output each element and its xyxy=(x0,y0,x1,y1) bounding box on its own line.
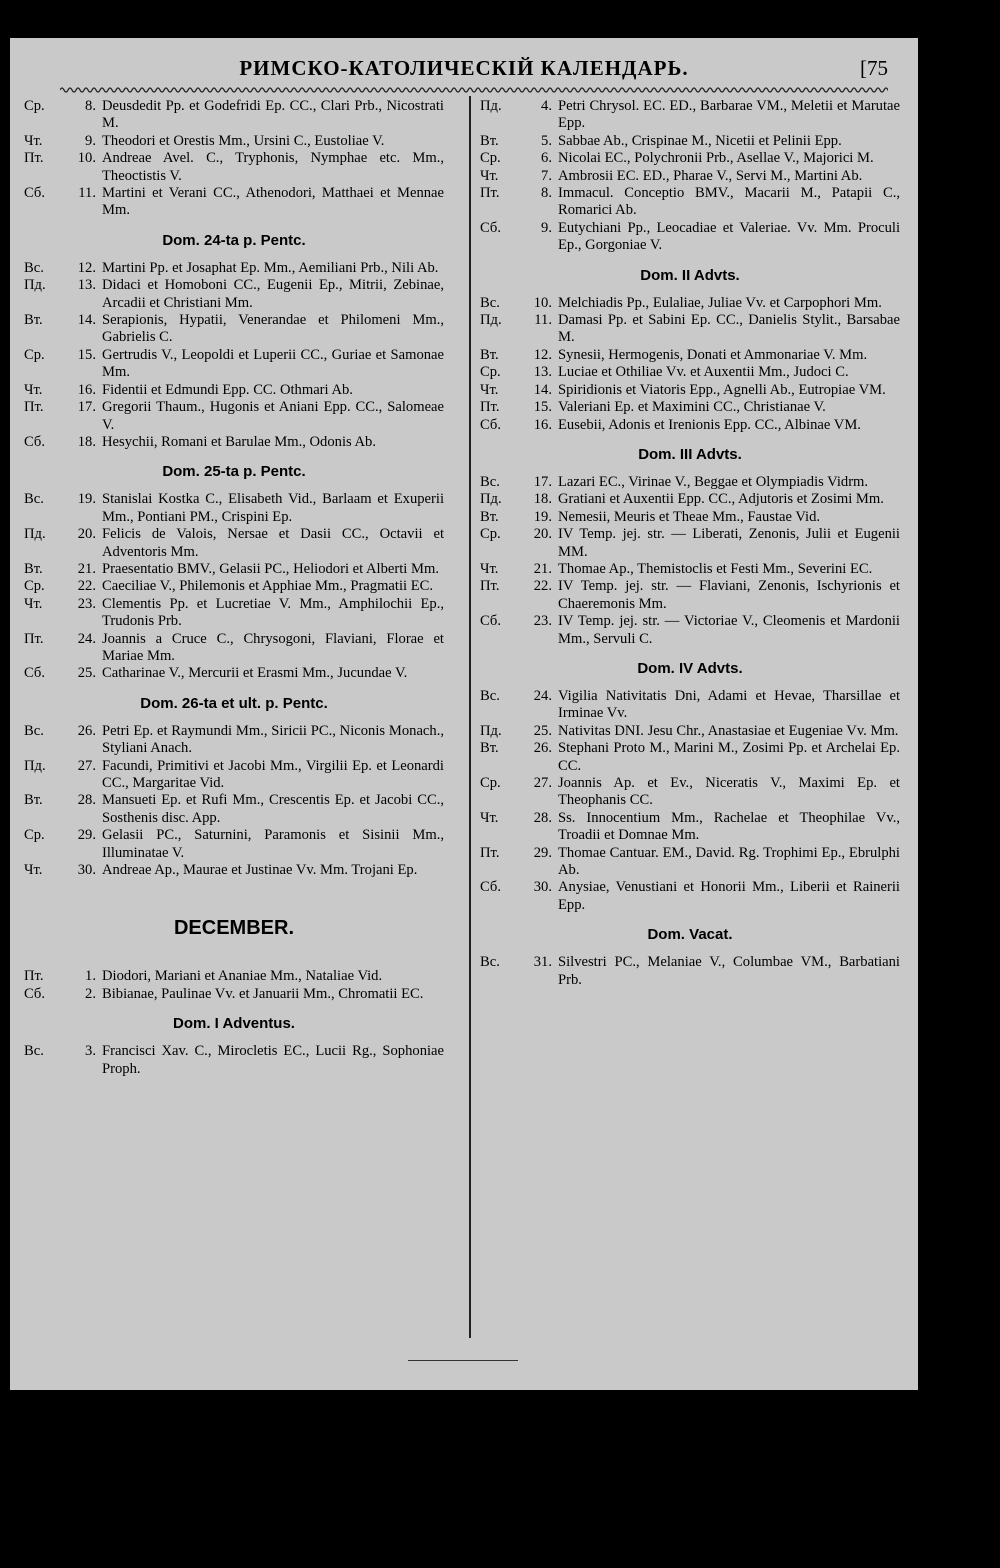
weekday-label: Вс. xyxy=(480,294,500,311)
day-number: 7. xyxy=(541,167,552,184)
weekday-label: Чт. xyxy=(480,809,499,826)
calendar-entry xyxy=(480,688,900,723)
calendar-page xyxy=(10,38,918,1390)
saints-text: Didaci et Homoboni CC., Eugenii Ep., Mitrii, Zebinae, Arcadii et Christiani Mm. xyxy=(102,277,444,311)
saints-text: Nativitas DNI. Jesu Chr., Anastasiae et Eugeniae Vv. Mm. xyxy=(558,722,899,739)
day-number: 10. xyxy=(533,294,552,311)
weekday-label: Сб. xyxy=(480,416,501,433)
saints-text: Bibianae, Paulinae Vv. et Januarii Mm., Chromatii EC. xyxy=(102,985,424,1002)
day-number: 2. xyxy=(85,985,96,1002)
calendar-entry xyxy=(24,133,444,150)
saints-text: IV Temp. jej. str. — Liberati, Zenonis, Julii et Eugenii MM. xyxy=(558,526,900,560)
weekday-label: Пд. xyxy=(24,277,46,294)
saints-text: Sabbae Ab., Crispinae M., Nicetii et Pelinii Epp. xyxy=(558,132,842,149)
day-number: 18. xyxy=(77,433,96,450)
weekday-label: Чт. xyxy=(480,560,499,577)
day-number: 23. xyxy=(77,595,96,612)
sunday-heading: Dom. 24-ta p. Pentc. xyxy=(162,231,306,249)
calendar-entry xyxy=(24,827,444,862)
weekday-label: Пт. xyxy=(24,150,44,167)
calendar-entry xyxy=(480,295,900,312)
day-number: 22. xyxy=(533,578,552,595)
weekday-label: Пт. xyxy=(24,630,44,647)
right-column xyxy=(480,98,900,989)
weekday-label: Вс. xyxy=(480,687,500,704)
weekday-label: Вт. xyxy=(24,560,43,577)
day-number: 8. xyxy=(541,185,552,202)
saints-text: Luciae et Othiliae Vv. et Auxentii Mm., Judoci C. xyxy=(558,364,849,381)
calendar-entry xyxy=(24,150,444,185)
saints-text: IV Temp. jej. str. — Flaviani, Zenonis, Ischyrionis et Chaeremonis Mm. xyxy=(558,578,900,612)
weekday-label: Вс. xyxy=(24,259,44,276)
day-number: 26. xyxy=(533,740,552,757)
calendar-entry xyxy=(480,954,900,989)
saints-text: Theodori et Orestis Mm., Ursini C., Eustoliae V. xyxy=(102,132,385,149)
saints-text: Fidentii et Edmundi Epp. CC. Othmari Ab. xyxy=(102,381,353,398)
day-number: 11. xyxy=(534,312,552,329)
day-number: 27. xyxy=(533,775,552,791)
saints-text: Felicis de Valois, Nersae et Dasii CC., Octavii et Adventoris Mm. xyxy=(102,526,444,560)
weekday-label: Вс. xyxy=(480,473,500,490)
day-number: 5. xyxy=(541,132,552,149)
weekday-label: Ср. xyxy=(480,775,501,791)
calendar-entry xyxy=(480,474,900,491)
weekday-label: Ср. xyxy=(480,150,501,167)
weekday-label: Пд. xyxy=(480,98,502,114)
calendar-entry xyxy=(24,277,444,312)
month-heading: DECEMBER. xyxy=(173,917,294,940)
saints-text: Vigilia Nativitatis Dni, Adami et Hevae, Tharsillae et Irminae Vv. xyxy=(558,687,900,722)
bottom-rule xyxy=(408,1360,518,1361)
day-number: 30. xyxy=(533,879,552,896)
page-header xyxy=(10,56,918,86)
weekday-label: Чт. xyxy=(24,595,43,612)
weekday-label: Вт. xyxy=(480,346,499,363)
saints-text: Gelasii PC., Saturnini, Paramonis et Sisinii Mm., Illuminatae V. xyxy=(102,827,444,861)
saints-text: Petri Ep. et Raymundi Mm., Siricii PC., Niconis Monach., Styliani Anach. xyxy=(102,722,444,757)
calendar-entry xyxy=(480,98,900,133)
weekday-label: Пт. xyxy=(480,578,500,595)
calendar-entry xyxy=(24,1043,444,1078)
day-number: 18. xyxy=(533,491,552,508)
weekday-label: Вс. xyxy=(24,491,44,508)
calendar-entry xyxy=(480,879,900,914)
calendar-entry xyxy=(480,775,900,810)
weekday-label: Вс. xyxy=(480,954,500,971)
weekday-label: Пт. xyxy=(24,968,44,985)
day-number: 21. xyxy=(77,560,96,577)
saints-text: Catharinae V., Mercurii et Erasmi Mm., Jucundae V. xyxy=(102,665,408,682)
saints-text: Immacul. Conceptio BMV., Macarii M., Patapii C., Romarici Ab. xyxy=(558,185,900,219)
weekday-label: Ср. xyxy=(24,578,45,595)
saints-text: Caeciliae V., Philemonis et Apphiae Mm., Pragmatii EC. xyxy=(102,578,434,595)
day-number: 30. xyxy=(77,862,96,879)
day-number: 14. xyxy=(77,312,96,329)
calendar-entry xyxy=(480,382,900,399)
saints-text: Facundi, Primitivi et Jacobi Mm., Virgilii Ep. et Leonardi CC., Margaritae Vid. xyxy=(102,757,444,791)
weekday-label: Пд. xyxy=(480,312,502,329)
weekday-label: Ср. xyxy=(24,827,45,844)
weekday-label: Ср. xyxy=(24,346,45,363)
weekday-label: Пт. xyxy=(24,399,44,416)
saints-text: Praesentatio BMV., Gelasii PC., Heliodori et Alberti Mm. xyxy=(102,560,439,577)
day-number: 21. xyxy=(533,560,552,577)
saints-text: Francisci Xav. C., Mirocletis EC., Lucii Rg., Sophoniae Proph. xyxy=(102,1043,444,1077)
day-number: 1. xyxy=(85,968,96,985)
day-number: 29. xyxy=(533,844,552,861)
calendar-entry xyxy=(480,220,900,255)
saints-text: Martini et Verani CC., Athenodori, Matthaei et Mennae Mm. xyxy=(102,185,444,219)
saints-text: Joannis a Cruce C., Chrysogoni, Flaviani, Florae et Mariae Mm. xyxy=(102,630,444,664)
calendar-entry xyxy=(480,613,900,648)
day-number: 19. xyxy=(77,491,96,508)
calendar-entry xyxy=(480,133,900,150)
calendar-entry xyxy=(24,526,444,561)
day-number: 9. xyxy=(541,219,552,236)
day-number: 6. xyxy=(541,150,552,167)
saints-text: Ss. Innocentium Mm., Rachelae et Theophilae Vv., Troadii et Domnae Mm. xyxy=(558,809,900,844)
saints-text: Joannis Ap. et Ev., Niceratis V., Maximi Ep. et Theophanis CC. xyxy=(558,775,900,809)
saints-text: Diodori, Mariani et Ananiae Mm., Nataliae Vid. xyxy=(102,968,383,985)
saints-text: Damasi Pp. et Sabini Ep. CC., Danielis Stylit., Barsabae M. xyxy=(558,312,900,346)
calendar-entry xyxy=(24,399,444,434)
weekday-label: Сб. xyxy=(480,613,501,630)
saints-text: Hesychii, Romani et Barulae Mm., Odonis Ab. xyxy=(102,433,377,450)
saints-text: Ambrosii EC. ED., Pharae V., Servi M., Martini Ab. xyxy=(558,167,863,184)
calendar-entry xyxy=(24,561,444,578)
calendar-entry xyxy=(480,740,900,775)
saints-text: Andreae Ap., Maurae et Justinae Vv. Mm. Trojani Ep. xyxy=(102,862,418,879)
calendar-entry xyxy=(480,526,900,561)
calendar-entry xyxy=(480,364,900,381)
saints-text: Valeriani Ep. et Maximini CC., Christianae V. xyxy=(558,399,826,416)
saints-text: Serapionis, Hypatii, Venerandae et Philomeni Mm., Gabrielis C. xyxy=(102,312,444,346)
weekday-label: Вс. xyxy=(24,1043,44,1060)
weekday-label: Вт. xyxy=(24,792,43,809)
day-number: 13. xyxy=(533,364,552,381)
calendar-entry xyxy=(24,578,444,595)
weekday-label: Вт. xyxy=(480,508,499,525)
weekday-label: Пт. xyxy=(480,185,500,202)
saints-text: Deusdedit Pp. et Godefridi Ep. CC., Clari Prb., Nicostrati M. xyxy=(102,98,444,132)
saints-text: Gregorii Thaum., Hugonis et Aniani Epp. CC., Salomeae V. xyxy=(102,399,444,433)
calendar-entry xyxy=(24,862,444,879)
weekday-label: Пд. xyxy=(24,757,46,774)
weekday-label: Сб. xyxy=(480,879,501,896)
day-number: 25. xyxy=(533,722,552,739)
day-number: 11. xyxy=(78,185,96,202)
saints-text: Synesii, Hermogenis, Donati et Ammonariae V. Mm. xyxy=(558,346,868,363)
saints-text: Nicolai EC., Polychronii Prb., Asellae V., Majorici M. xyxy=(558,150,874,167)
calendar-entry xyxy=(24,312,444,347)
calendar-entry xyxy=(480,185,900,220)
calendar-entry xyxy=(24,260,444,277)
calendar-entry xyxy=(480,509,900,526)
weekday-label: Сб. xyxy=(24,665,45,682)
weekday-label: Пд. xyxy=(480,722,502,739)
left-column xyxy=(24,98,444,1078)
day-number: 17. xyxy=(533,473,552,490)
weekday-label: Пт. xyxy=(480,399,500,416)
sunday-heading: Dom. Vacat. xyxy=(647,926,733,944)
page-title: РИМСКО-КАТОЛИЧЕСКIЙ КАЛЕНДАРЬ. xyxy=(239,56,689,80)
column-divider xyxy=(469,96,471,1338)
day-number: 25. xyxy=(77,665,96,682)
saints-text: Stanislai Kostka C., Elisabeth Vid., Barlaam et Exuperii Mm., Pontiani PM., Crispini Ep. xyxy=(102,491,444,525)
day-number: 16. xyxy=(77,381,96,398)
calendar-entry xyxy=(480,561,900,578)
day-number: 26. xyxy=(77,722,96,739)
day-number: 12. xyxy=(533,346,552,363)
weekday-label: Сб. xyxy=(24,185,45,202)
saints-text: Andreae Avel. C., Tryphonis, Nymphae etc. Mm., Theoctistis V. xyxy=(102,150,444,184)
day-number: 4. xyxy=(541,98,552,114)
calendar-entry xyxy=(24,98,444,133)
calendar-entry xyxy=(24,758,444,793)
day-number: 17. xyxy=(77,399,96,416)
saints-text: Nemesii, Meuris et Theae Mm., Faustae Vid. xyxy=(558,508,821,525)
day-number: 31. xyxy=(533,954,552,971)
calendar-entry xyxy=(480,312,900,347)
weekday-label: Чт. xyxy=(480,167,499,184)
calendar-entry xyxy=(480,845,900,880)
day-number: 14. xyxy=(533,381,552,398)
day-number: 12. xyxy=(77,259,96,276)
day-number: 10. xyxy=(77,150,96,167)
calendar-entry xyxy=(24,434,444,451)
calendar-entry xyxy=(24,792,444,827)
calendar-entry xyxy=(480,150,900,167)
day-number: 27. xyxy=(77,757,96,774)
saints-text: Stephani Proto M., Marini M., Zosimi Pp. et Archelai Ep. CC. xyxy=(558,740,900,774)
sunday-heading: Dom. 25-ta p. Pentc. xyxy=(162,463,306,481)
calendar-entry xyxy=(24,491,444,526)
weekday-label: Ср. xyxy=(24,98,45,114)
saints-text: Lazari EC., Virinae V., Beggae et Olympiadis Vidrm. xyxy=(558,473,869,490)
calendar-entry xyxy=(24,968,444,985)
calendar-entry xyxy=(24,723,444,758)
calendar-entry xyxy=(480,578,900,613)
calendar-entry xyxy=(480,399,900,416)
sunday-heading: Dom. III Advts. xyxy=(638,445,742,463)
weekday-label: Чт. xyxy=(24,862,43,879)
calendar-entry xyxy=(480,347,900,364)
day-number: 28. xyxy=(533,809,552,826)
calendar-entry xyxy=(480,168,900,185)
calendar-entry xyxy=(24,347,444,382)
wavy-rule xyxy=(60,86,888,94)
weekday-label: Чт. xyxy=(24,381,43,398)
day-number: 20. xyxy=(533,526,552,543)
weekday-label: Пд. xyxy=(480,491,502,508)
saints-text: Anysiae, Venustiani et Honorii Mm., Liberii et Rainerii Epp. xyxy=(558,879,900,913)
day-number: 15. xyxy=(533,399,552,416)
weekday-label: Вт. xyxy=(480,740,499,757)
weekday-label: Чт. xyxy=(480,381,499,398)
saints-text: Eusebii, Adonis et Irenionis Epp. CC., Albinae VM. xyxy=(558,416,861,433)
saints-text: Petri Chrysol. EC. ED., Barbarae VM., Meletii et Marutae Epp. xyxy=(558,98,900,132)
day-number: 22. xyxy=(77,578,96,595)
saints-text: Spiridionis et Viatoris Epp., Agnelli Ab., Eutropiae VM. xyxy=(558,381,886,398)
saints-text: Gratiani et Auxentii Epp. CC., Adjutoris et Zosimi Mm. xyxy=(558,491,884,508)
day-number: 24. xyxy=(77,630,96,647)
calendar-entry xyxy=(24,596,444,631)
weekday-label: Вс. xyxy=(24,722,44,739)
saints-text: Clementis Pp. et Lucretiae V. Mm., Amphilochii Ep., Trudonis Prb. xyxy=(102,595,444,630)
calendar-entry xyxy=(24,665,444,682)
day-number: 29. xyxy=(77,827,96,844)
weekday-label: Чт. xyxy=(24,132,43,149)
calendar-entry xyxy=(24,631,444,666)
day-number: 28. xyxy=(77,792,96,809)
saints-text: Gertrudis V., Leopoldi et Luperii CC., Guriae et Samonae Mm. xyxy=(102,346,444,381)
day-number: 15. xyxy=(77,346,96,363)
day-number: 20. xyxy=(77,526,96,543)
calendar-entry xyxy=(480,810,900,845)
day-number: 23. xyxy=(533,613,552,630)
day-number: 8. xyxy=(85,98,96,114)
calendar-entry xyxy=(24,185,444,220)
saints-text: IV Temp. jej. str. — Victoriae V., Cleomenis et Mardonii Mm., Servuli C. xyxy=(558,613,900,647)
saints-text: Mansueti Ep. et Rufi Mm., Crescentis Ep. et Jacobi CC., Sosthenis disc. App. xyxy=(102,792,444,826)
saints-text: Silvestri PC., Melaniae V., Columbae VM., Barbatiani Prb. xyxy=(558,954,900,988)
weekday-label: Ср. xyxy=(480,364,501,381)
page-number: [75 xyxy=(860,56,888,80)
calendar-entry xyxy=(24,382,444,399)
sunday-heading: Dom. 26-ta et ult. p. Pentc. xyxy=(140,694,328,712)
sunday-heading: Dom. IV Advts. xyxy=(637,659,743,677)
day-number: 24. xyxy=(533,687,552,704)
saints-text: Melchiadis Pp., Eulaliae, Juliae Vv. et Carpophori Mm. xyxy=(558,294,882,311)
sunday-heading: Dom. II Advts. xyxy=(640,266,740,284)
weekday-label: Пт. xyxy=(480,844,500,861)
calendar-entry xyxy=(480,491,900,508)
weekday-label: Сб. xyxy=(24,433,45,450)
saints-text: Martini Pp. et Josaphat Ep. Mm., Aemiliani Prb., Nili Ab. xyxy=(102,259,439,276)
day-number: 3. xyxy=(85,1043,96,1060)
weekday-label: Ср. xyxy=(480,526,501,543)
day-number: 13. xyxy=(77,277,96,294)
weekday-label: Вт. xyxy=(480,132,499,149)
calendar-entry xyxy=(480,417,900,434)
weekday-label: Пд. xyxy=(24,526,46,543)
weekday-label: Сб. xyxy=(24,985,45,1002)
calendar-entry xyxy=(24,986,444,1003)
day-number: 16. xyxy=(533,416,552,433)
day-number: 19. xyxy=(533,508,552,525)
calendar-entry xyxy=(480,723,900,740)
saints-text: Eutychiani Pp., Leocadiae et Valeriae. Vv. Mm. Proculi Ep., Gorgoniae V. xyxy=(558,219,900,254)
weekday-label: Вт. xyxy=(24,312,43,329)
sunday-heading: Dom. I Adventus. xyxy=(173,1015,295,1033)
day-number: 9. xyxy=(85,132,96,149)
saints-text: Thomae Cantuar. EM., David. Rg. Trophimi Ep., Ebrulphi Ab. xyxy=(558,844,900,879)
weekday-label: Сб. xyxy=(480,219,501,236)
saints-text: Thomae Ap., Themistoclis et Festi Mm., Severini EC. xyxy=(558,560,873,577)
